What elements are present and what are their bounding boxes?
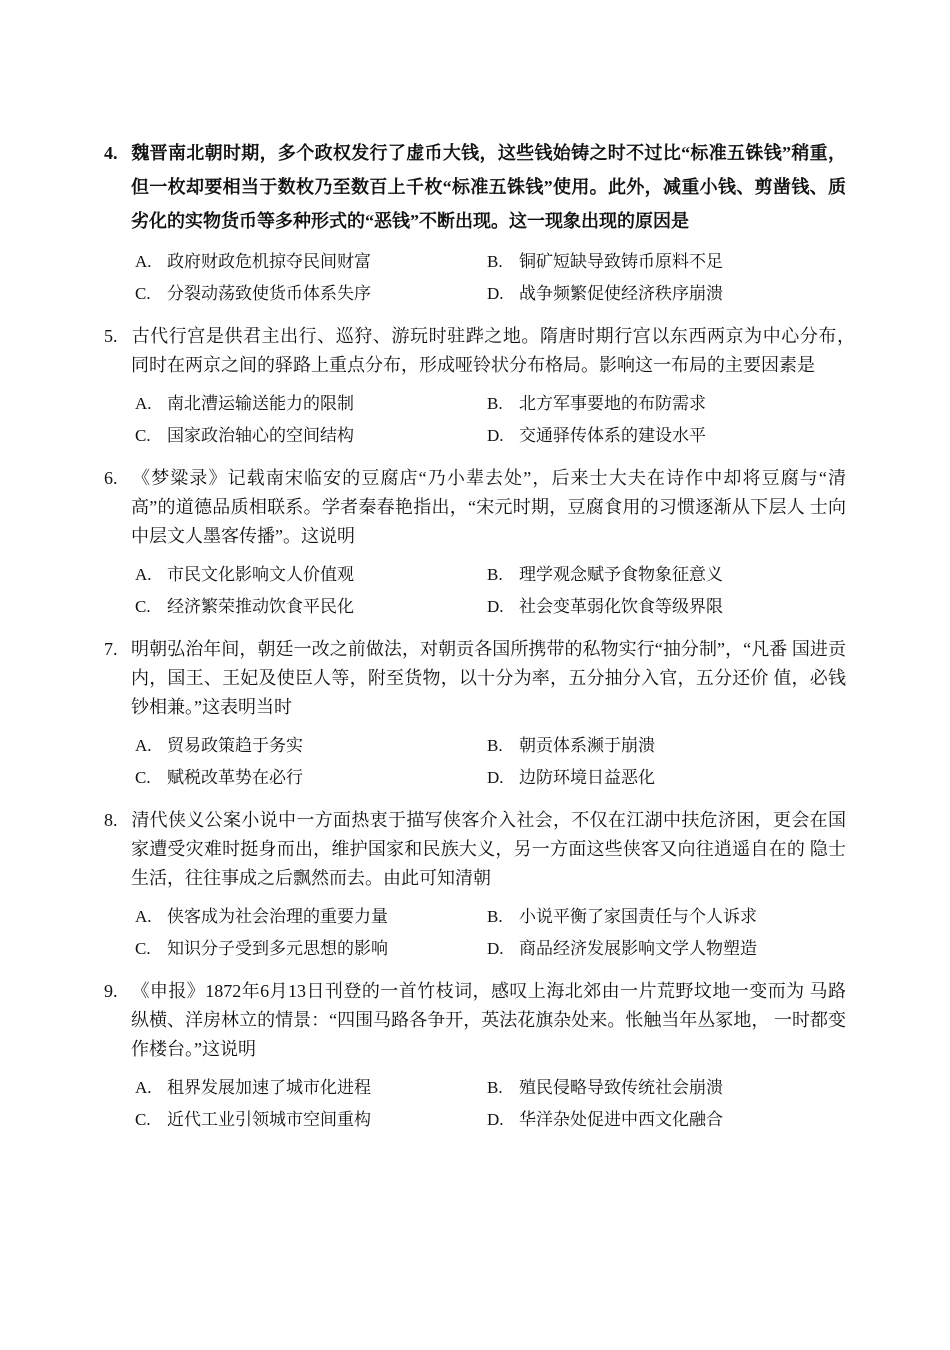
option-text: 商品经济发展影响文学人物塑造 bbox=[519, 939, 757, 958]
question-options bbox=[104, 905, 846, 961]
option-label: A. bbox=[135, 394, 152, 413]
answer-option bbox=[487, 250, 846, 274]
answer-option bbox=[135, 392, 487, 416]
answer-option bbox=[487, 1076, 846, 1100]
option-text: 理学观念赋予食物象征意义 bbox=[519, 565, 723, 584]
question-number: 6. bbox=[104, 468, 118, 488]
option-label: B. bbox=[487, 252, 503, 271]
answer-option bbox=[135, 1076, 487, 1100]
option-label: C. bbox=[135, 768, 151, 787]
question-options bbox=[104, 734, 846, 790]
question-stem bbox=[104, 977, 846, 1064]
question-number: 8. bbox=[104, 810, 118, 830]
question-9 bbox=[104, 977, 846, 1132]
option-text: 边防环境日益恶化 bbox=[519, 768, 655, 787]
answer-option bbox=[135, 563, 487, 587]
answer-option bbox=[135, 734, 487, 758]
option-text: 北方军事要地的布防需求 bbox=[519, 394, 706, 413]
option-text: 铜矿短缺导致铸币原料不足 bbox=[519, 252, 723, 271]
answer-option bbox=[487, 905, 846, 929]
option-text: 知识分子受到多元思想的影响 bbox=[167, 939, 388, 958]
question-options bbox=[104, 1076, 846, 1132]
question-4 bbox=[104, 136, 846, 306]
answer-option bbox=[135, 595, 487, 619]
option-text: 战争频繁促使经济秩序崩溃 bbox=[519, 284, 723, 303]
question-number: 5. bbox=[104, 326, 118, 346]
answer-option bbox=[487, 282, 846, 306]
option-label: C. bbox=[135, 426, 151, 445]
option-text: 南北漕运输送能力的限制 bbox=[167, 394, 354, 413]
question-stem bbox=[104, 322, 864, 380]
question-text: 明朝弘治年间，朝廷一改之前做法，对朝贡各国所携带的私物实行“抽分制”，“凡番 国进贡内，国王、王妃及使臣人等，附至货物，以十分为率，五分抽分入官，五分还价 值，必钱钞相兼。”这表明当时 bbox=[131, 639, 846, 717]
option-text: 小说平衡了家国责任与个人诉求 bbox=[519, 907, 757, 926]
answer-option bbox=[135, 424, 487, 448]
question-text: 古代行宫是供君主出行、巡狩、游玩时驻跸之地。隋唐时期行宫以东西两京为中心分布， 同时在两京之间的驿路上重点分布，形成哑铃状分布格局。影响这一布局的主要因素是 bbox=[131, 326, 864, 375]
option-text: 朝贡体系濒于崩溃 bbox=[519, 736, 655, 755]
answer-option bbox=[135, 905, 487, 929]
answer-option bbox=[487, 424, 846, 448]
option-label: A. bbox=[135, 252, 152, 271]
answer-option bbox=[135, 766, 487, 790]
question-number: 9. bbox=[104, 981, 118, 1001]
option-text: 国家政治轴心的空间结构 bbox=[167, 426, 354, 445]
question-7 bbox=[104, 635, 846, 790]
answer-option bbox=[487, 937, 846, 961]
option-label: C. bbox=[135, 939, 151, 958]
question-number: 4. bbox=[104, 143, 118, 163]
question-5 bbox=[104, 322, 864, 448]
question-8 bbox=[104, 806, 846, 961]
answer-option bbox=[487, 392, 846, 416]
question-options bbox=[104, 250, 846, 306]
answer-option bbox=[135, 282, 487, 306]
answer-option bbox=[487, 766, 846, 790]
answer-option bbox=[135, 937, 487, 961]
option-label: C. bbox=[135, 284, 151, 303]
option-text: 租界发展加速了城市化进程 bbox=[167, 1078, 371, 1097]
answer-option bbox=[487, 563, 846, 587]
question-text: 魏晋南北朝时期，多个政权发行了虚币大钱，这些钱始铸之时不过比“标准五铢钱”稍重，但一枚却要相当于数枚乃至数百上千枚“标准五铢钱”使用。此外，减重小钱、剪凿钱、质劣化的实物货币等多种形式的“恶钱”不断出现。这一现象出现的原因是 bbox=[131, 143, 846, 231]
question-stem bbox=[104, 136, 846, 238]
option-text: 经济繁荣推动饮食平民化 bbox=[167, 597, 354, 616]
option-label: A. bbox=[135, 736, 152, 755]
option-label: A. bbox=[135, 1078, 152, 1097]
question-6 bbox=[104, 464, 846, 619]
option-text: 政府财政危机掠夺民间财富 bbox=[167, 252, 371, 271]
option-label: D. bbox=[487, 284, 504, 303]
option-label: B. bbox=[487, 394, 503, 413]
option-text: 华洋杂处促进中西文化融合 bbox=[519, 1110, 723, 1129]
question-stem bbox=[104, 635, 846, 722]
question-number: 7. bbox=[104, 639, 118, 659]
option-text: 近代工业引领城市空间重构 bbox=[167, 1110, 371, 1129]
option-label: B. bbox=[487, 907, 503, 926]
answer-option bbox=[487, 734, 846, 758]
option-label: B. bbox=[487, 565, 503, 584]
answer-option bbox=[135, 1108, 487, 1132]
question-text: 《梦粱录》记载南宋临安的豆腐店“乃小辈去处”，后来士大夫在诗作中却将豆腐与“清 高”的道德品质相联系。学者秦春艳指出，“宋元时期，豆腐食用的习惯逐渐从下层人 士向中层文人墨客传播”。这说明 bbox=[131, 468, 846, 546]
option-label: A. bbox=[135, 907, 152, 926]
answer-option bbox=[487, 595, 846, 619]
option-text: 贸易政策趋于务实 bbox=[167, 736, 303, 755]
answer-option bbox=[135, 250, 487, 274]
option-label: C. bbox=[135, 1110, 151, 1129]
question-list bbox=[104, 136, 864, 1132]
option-label: B. bbox=[487, 736, 503, 755]
option-label: C. bbox=[135, 597, 151, 616]
option-label: B. bbox=[487, 1078, 503, 1097]
question-stem bbox=[104, 806, 846, 893]
option-text: 交通驿传体系的建设水平 bbox=[519, 426, 706, 445]
option-text: 分裂动荡致使货币体系失序 bbox=[167, 284, 371, 303]
option-label: D. bbox=[487, 597, 504, 616]
option-text: 殖民侵略导致传统社会崩溃 bbox=[519, 1078, 723, 1097]
option-label: D. bbox=[487, 426, 504, 445]
question-text: 清代侠义公案小说中一方面热衷于描写侠客介入社会，不仅在江湖中扶危济困，更会在国家遭受灾难时挺身而出，维护国家和民族大义，另一方面这些侠客又向往逍遥自在的 隐士生活，往往事成之后飘然而去。由此可知清朝 bbox=[131, 810, 846, 888]
option-label: D. bbox=[487, 939, 504, 958]
question-text: 《申报》1872年6月13日刊登的一首竹枝词，感叹上海北郊由一片荒野坟地一变而为 马路纵横、洋房林立的情景：“四围马路各争开，英法花旗杂处来。怅触当年丛冢地， 一时都变作楼台。”这说明 bbox=[131, 981, 846, 1059]
question-options bbox=[104, 392, 846, 448]
option-text: 市民文化影响文人价值观 bbox=[167, 565, 354, 584]
option-text: 社会变革弱化饮食等级界限 bbox=[519, 597, 723, 616]
answer-option bbox=[487, 1108, 846, 1132]
option-label: D. bbox=[487, 1110, 504, 1129]
option-text: 侠客成为社会治理的重要力量 bbox=[167, 907, 388, 926]
question-stem bbox=[104, 464, 846, 551]
option-text: 赋税改革势在必行 bbox=[167, 768, 303, 787]
option-label: D. bbox=[487, 768, 504, 787]
question-options bbox=[104, 563, 846, 619]
option-label: A. bbox=[135, 565, 152, 584]
